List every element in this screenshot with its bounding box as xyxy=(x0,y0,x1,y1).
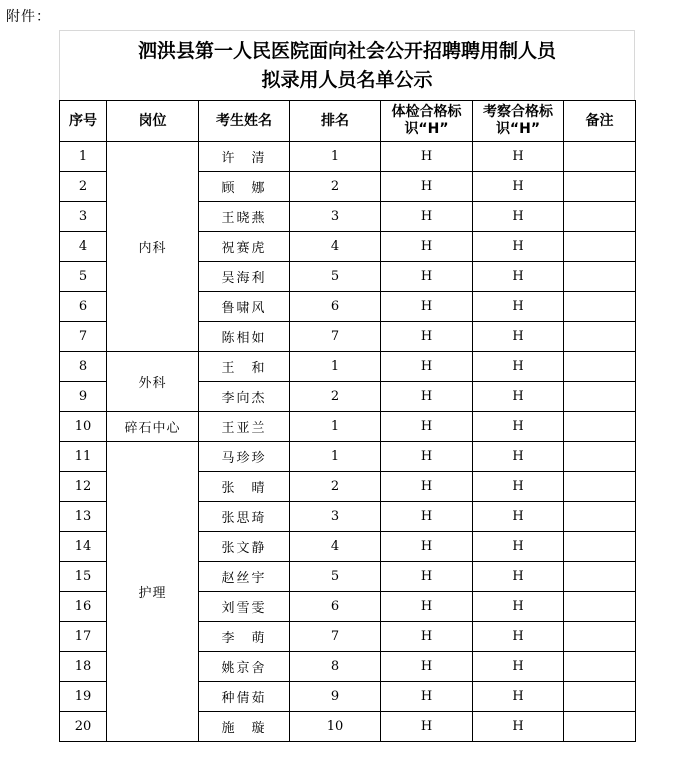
physical-mark-cell: H xyxy=(381,382,473,412)
remark-cell xyxy=(564,232,636,262)
remark-cell xyxy=(564,412,636,442)
name-cell: 马珍珍 xyxy=(199,442,290,472)
name-cell: 鲁啸风 xyxy=(199,292,290,322)
position-cell: 碎石中心 xyxy=(107,412,199,442)
physical-mark-cell: H xyxy=(381,172,473,202)
title-line-1: 泗洪县第一人民医院面向社会公开招聘聘用制人员 xyxy=(137,40,556,62)
rank-cell: 7 xyxy=(290,622,381,652)
remark-cell xyxy=(564,322,636,352)
name-cell: 吴海利 xyxy=(199,262,290,292)
physical-mark-cell: H xyxy=(381,712,473,742)
document-title xyxy=(59,30,635,100)
title-line-2: 拟录用人员名单公示 xyxy=(261,69,433,91)
physical-mark-cell: H xyxy=(381,352,473,382)
rank-cell: 2 xyxy=(290,472,381,502)
physical-mark-cell: H xyxy=(381,232,473,262)
inspection-mark-cell: H xyxy=(473,682,564,712)
rank-cell: 9 xyxy=(290,682,381,712)
table-row xyxy=(60,352,636,382)
physical-mark-cell: H xyxy=(381,262,473,292)
name-cell: 陈相如 xyxy=(199,322,290,352)
rank-cell: 3 xyxy=(290,202,381,232)
remark-cell xyxy=(564,352,636,382)
name-cell: 王亚兰 xyxy=(199,412,290,442)
remark-cell xyxy=(564,442,636,472)
rank-cell: 10 xyxy=(290,712,381,742)
rank-cell: 3 xyxy=(290,502,381,532)
seq-cell: 4 xyxy=(60,232,107,262)
name-cell: 姚京舍 xyxy=(199,652,290,682)
remark-cell xyxy=(564,382,636,412)
rank-cell: 5 xyxy=(290,562,381,592)
remark-cell xyxy=(564,682,636,712)
table-body xyxy=(60,142,636,742)
rank-cell: 1 xyxy=(290,352,381,382)
physical-mark-cell: H xyxy=(381,502,473,532)
seq-cell: 17 xyxy=(60,622,107,652)
name-cell: 王 和 xyxy=(199,352,290,382)
seq-cell: 5 xyxy=(60,262,107,292)
remark-cell xyxy=(564,202,636,232)
inspection-mark-cell: H xyxy=(473,382,564,412)
name-cell: 赵丝宇 xyxy=(199,562,290,592)
inspection-mark-cell: H xyxy=(473,532,564,562)
physical-mark-cell: H xyxy=(381,472,473,502)
name-cell: 李向杰 xyxy=(199,382,290,412)
announcement-sheet xyxy=(59,30,635,742)
physical-mark-cell: H xyxy=(381,652,473,682)
name-cell: 李 萌 xyxy=(199,622,290,652)
seq-cell: 16 xyxy=(60,592,107,622)
rank-cell: 1 xyxy=(290,142,381,172)
rank-cell: 4 xyxy=(290,232,381,262)
rank-cell: 6 xyxy=(290,592,381,622)
inspection-mark-cell: H xyxy=(473,562,564,592)
remark-cell xyxy=(564,592,636,622)
table-row xyxy=(60,142,636,172)
rank-cell: 2 xyxy=(290,172,381,202)
name-cell: 刘雪雯 xyxy=(199,592,290,622)
physical-mark-cell: H xyxy=(381,562,473,592)
inspection-mark-cell: H xyxy=(473,172,564,202)
physical-mark-cell: H xyxy=(381,322,473,352)
rank-cell: 4 xyxy=(290,532,381,562)
inspection-mark-cell: H xyxy=(473,622,564,652)
rank-cell: 6 xyxy=(290,292,381,322)
inspection-mark-cell: H xyxy=(473,592,564,622)
physical-mark-cell: H xyxy=(381,622,473,652)
table-row xyxy=(60,412,636,442)
header-remarks: 备注 xyxy=(564,101,636,142)
remark-cell xyxy=(564,622,636,652)
remark-cell xyxy=(564,262,636,292)
physical-mark-cell: H xyxy=(381,592,473,622)
remark-cell xyxy=(564,532,636,562)
position-cell: 内科 xyxy=(107,142,199,352)
name-cell: 施 璇 xyxy=(199,712,290,742)
seq-cell: 13 xyxy=(60,502,107,532)
seq-cell: 9 xyxy=(60,382,107,412)
name-cell: 祝赛虎 xyxy=(199,232,290,262)
seq-cell: 12 xyxy=(60,472,107,502)
remark-cell xyxy=(564,562,636,592)
header-seq: 序号 xyxy=(60,101,107,142)
remark-cell xyxy=(564,142,636,172)
rank-cell: 1 xyxy=(290,442,381,472)
inspection-mark-cell: H xyxy=(473,442,564,472)
seq-cell: 19 xyxy=(60,682,107,712)
inspection-mark-cell: H xyxy=(473,262,564,292)
seq-cell: 14 xyxy=(60,532,107,562)
rank-cell: 8 xyxy=(290,652,381,682)
remark-cell xyxy=(564,502,636,532)
physical-mark-cell: H xyxy=(381,202,473,232)
position-cell: 外科 xyxy=(107,352,199,412)
name-cell: 种倩茹 xyxy=(199,682,290,712)
remark-cell xyxy=(564,172,636,202)
inspection-mark-cell: H xyxy=(473,652,564,682)
remark-cell xyxy=(564,712,636,742)
seq-cell: 1 xyxy=(60,142,107,172)
physical-mark-cell: H xyxy=(381,532,473,562)
inspection-mark-cell: H xyxy=(473,292,564,322)
header-physical: 体检合格标识“H” xyxy=(381,101,473,142)
seq-cell: 8 xyxy=(60,352,107,382)
name-cell: 张思琦 xyxy=(199,502,290,532)
inspection-mark-cell: H xyxy=(473,712,564,742)
seq-cell: 2 xyxy=(60,172,107,202)
header-inspection: 考察合格标识“H” xyxy=(473,101,564,142)
seq-cell: 10 xyxy=(60,412,107,442)
inspection-mark-cell: H xyxy=(473,202,564,232)
physical-mark-cell: H xyxy=(381,142,473,172)
header-name: 考生姓名 xyxy=(199,101,290,142)
header-position: 岗位 xyxy=(107,101,199,142)
remark-cell xyxy=(564,292,636,322)
inspection-mark-cell: H xyxy=(473,232,564,262)
seq-cell: 3 xyxy=(60,202,107,232)
name-cell: 许 清 xyxy=(199,142,290,172)
name-cell: 张 晴 xyxy=(199,472,290,502)
seq-cell: 6 xyxy=(60,292,107,322)
header-rank: 排名 xyxy=(290,101,381,142)
seq-cell: 7 xyxy=(60,322,107,352)
table-row xyxy=(60,442,636,472)
inspection-mark-cell: H xyxy=(473,142,564,172)
physical-mark-cell: H xyxy=(381,412,473,442)
attachment-label: 附件： xyxy=(6,9,51,25)
name-cell: 王晓燕 xyxy=(199,202,290,232)
seq-cell: 18 xyxy=(60,652,107,682)
rank-cell: 1 xyxy=(290,412,381,442)
seq-cell: 15 xyxy=(60,562,107,592)
rank-cell: 2 xyxy=(290,382,381,412)
name-cell: 顾 娜 xyxy=(199,172,290,202)
seq-cell: 20 xyxy=(60,712,107,742)
rank-cell: 5 xyxy=(290,262,381,292)
name-cell: 张文静 xyxy=(199,532,290,562)
physical-mark-cell: H xyxy=(381,682,473,712)
seq-cell: 11 xyxy=(60,442,107,472)
rank-cell: 7 xyxy=(290,322,381,352)
inspection-mark-cell: H xyxy=(473,502,564,532)
remark-cell xyxy=(564,472,636,502)
header-row xyxy=(60,101,636,142)
inspection-mark-cell: H xyxy=(473,352,564,382)
position-cell: 护理 xyxy=(107,442,199,742)
physical-mark-cell: H xyxy=(381,292,473,322)
remark-cell xyxy=(564,652,636,682)
inspection-mark-cell: H xyxy=(473,472,564,502)
inspection-mark-cell: H xyxy=(473,412,564,442)
physical-mark-cell: H xyxy=(381,442,473,472)
inspection-mark-cell: H xyxy=(473,322,564,352)
candidate-table xyxy=(59,100,636,742)
